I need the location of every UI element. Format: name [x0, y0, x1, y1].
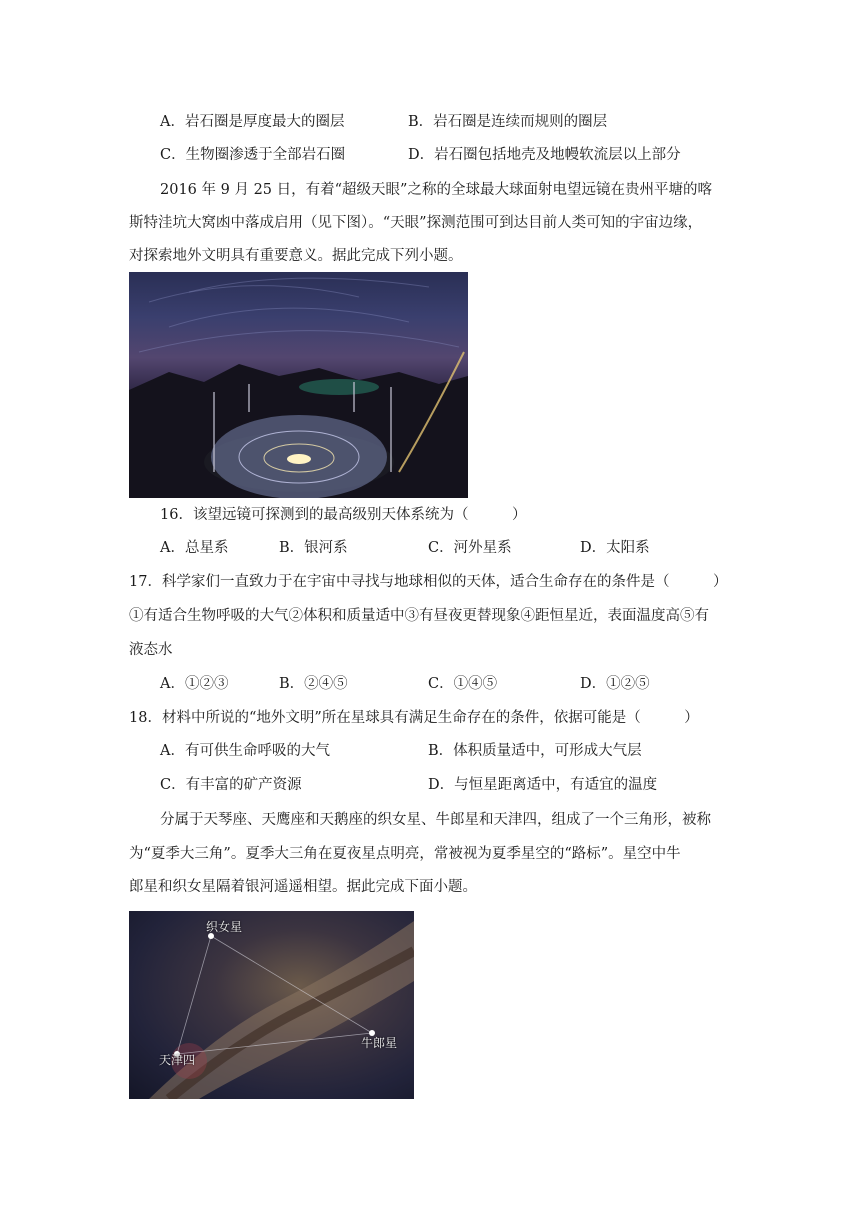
q18-option-a[interactable]: A．有可供生命呼吸的大气: [160, 743, 330, 759]
altair-label: 牛郎星: [361, 1036, 398, 1050]
q17-option-d[interactable]: D．①②⑤: [580, 676, 650, 692]
q17-conditions: ①有适合生物呼吸的大气②体积和质量适中③有昼夜更替现象④距恒星近，表面温度高⑤有: [129, 608, 709, 624]
q17-option-c[interactable]: C．①④⑤: [428, 676, 498, 692]
q15-option-b[interactable]: B．岩石圈是连续而规则的圈层: [408, 114, 608, 130]
summer-triangle-photo: [129, 911, 414, 1099]
q16-option-a[interactable]: A．总星系: [160, 540, 229, 556]
q16-option-d[interactable]: D．太阳系: [580, 540, 650, 556]
q16-stem: 16．该望远镜可探测到的最高级别天体系统为（ ）: [160, 507, 527, 523]
q17-conditions-cont: 液态水: [129, 642, 173, 658]
q17-option-a[interactable]: A．①②③: [160, 676, 229, 692]
deneb-label: 天津四: [159, 1053, 196, 1067]
q18-option-b[interactable]: B．体积质量适中，可形成大气层: [428, 743, 642, 759]
vega-label: 织女星: [206, 920, 243, 934]
passage1-line3: 对探索地外文明具有重要意义。据此完成下列小题。: [129, 248, 463, 264]
passage2-line2: 为“夏季大三角”。夏季大三角在夏夜星点明亮，常被视为夏季星空的“路标”。星空中牛: [129, 846, 681, 862]
q16-option-c[interactable]: C．河外星系: [428, 540, 512, 556]
q15-option-a[interactable]: A．岩石圈是厚度最大的圈层: [160, 114, 345, 130]
passage2-line1: 分属于天琴座、天鹰座和天鹅座的织女星、牛郎星和天津四，组成了一个三角形，被称: [160, 812, 711, 828]
q18-option-d[interactable]: D．与恒星距离适中，有适宜的温度: [428, 777, 658, 793]
passage1-line1: 2016 年 9 月 25 日，有着“超级天眼”之称的全球最大球面射电望远镜在贵州平塘的喀: [160, 182, 712, 198]
fast-telescope-photo: [129, 272, 468, 498]
q17-stem: 17．科学家们一直致力于在宇宙中寻找与地球相似的天体，适合生命存在的条件是（ ）: [129, 574, 728, 590]
q18-stem: 18．材料中所说的“地外文明”所在星球具有满足生命存在的条件，依据可能是（ ）: [129, 710, 699, 726]
q18-option-c[interactable]: C．有丰富的矿产资源: [160, 777, 302, 793]
q17-option-b[interactable]: B．②④⑤: [279, 676, 348, 692]
fast-telescope-illustration: [129, 272, 468, 498]
q15-option-d[interactable]: D．岩石圈包括地壳及地幔软流层以上部分: [408, 147, 681, 163]
passage2-line3: 郎星和织女星隔着银河遥遥相望。据此完成下面小题。: [129, 879, 477, 895]
passage1-line2: 斯特洼坑大窝凼中落成启用（见下图）。“天眼”探测范围可到达目前人类可知的宇宙边缘，: [129, 215, 703, 231]
q15-option-c[interactable]: C．生物圈渗透于全部岩石圈: [160, 147, 346, 163]
milky-way-illustration: [129, 911, 414, 1099]
q16-option-b[interactable]: B．银河系: [279, 540, 348, 556]
